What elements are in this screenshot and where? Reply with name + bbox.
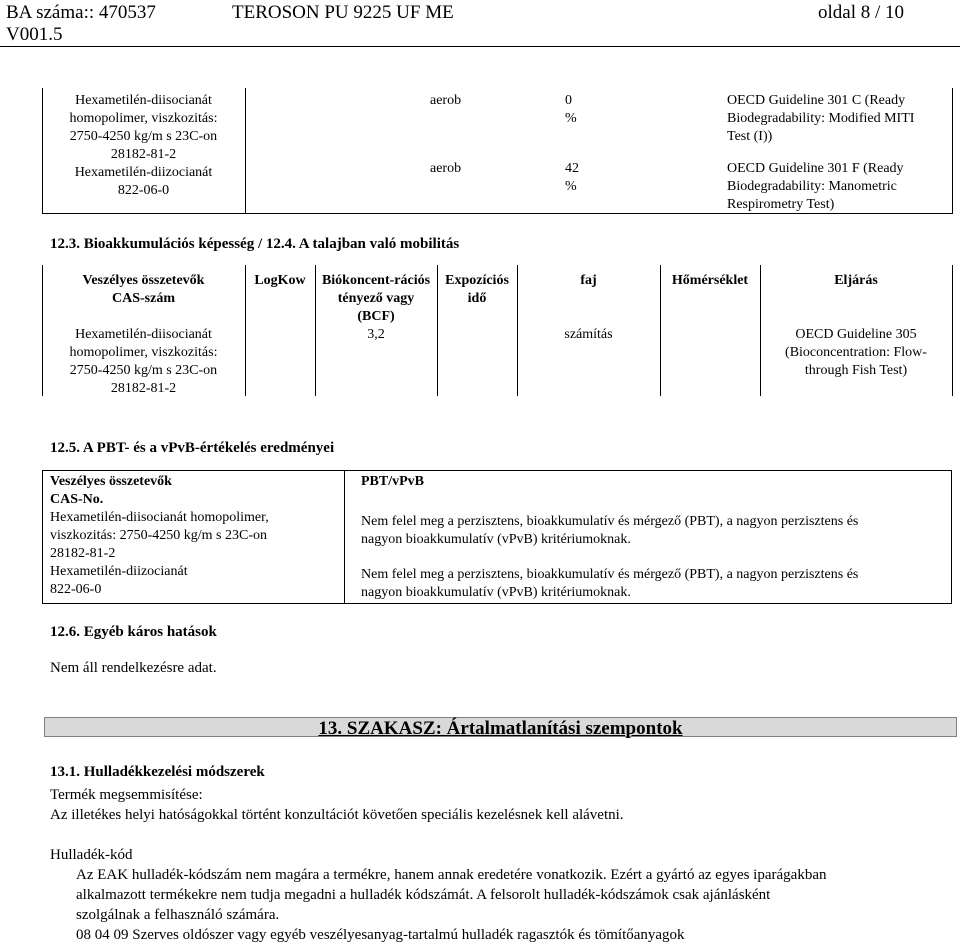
waste-code-text: Az EAK hulladék-kódszám nem magára a termékre, hanem annak eredetére vonatkozik. Ezért a gyártó az egyes iparágakban alkalmazott termékekre nem tudja megadni a hulladék kódszámát. A felsorolt hulladék-kódszámok csak ajánlásként szolgálnak a felhasználó számára. 08 04 09 Szerves oldószer vagy egyéb veszélyesanyag-tartalmú hulladék ragasztók és tömítőanyagok	[76, 867, 827, 943]
section-13-1-heading: 13.1. Hulladékkezelési módszerek	[50, 764, 265, 780]
substance-line: 28182-81-2	[110, 147, 177, 162]
col-header-method: Eljárás	[834, 273, 878, 288]
col-header-species: faj	[580, 273, 597, 288]
col-header-substance: Veszélyes összetevők CAS-szám	[82, 273, 205, 306]
bioacc-bcf-value: 3,2	[367, 327, 385, 342]
pbt-col1-header: Veszélyes összetevők CAS-No. Hexametilén-diisocianát homopolimer, viszkozitás: 2750-4250 kg/m s 23C-on 28182-81-2 Hexametilén-diizocianát 822-06-0	[50, 474, 269, 597]
section-12-6-text: Nem áll rendelkezésre adat.	[50, 660, 217, 676]
bioacc-substance: Hexametilén-diisocianát homopolimer, viszkozitás: 2750-4250 kg/m s 23C-on 28182-81-2	[69, 327, 218, 396]
biodeg-row-method: OECD Guideline 301 C (Ready Biodegradability: Modified MITI Test (I))	[727, 93, 915, 144]
section-13-title: 13. SZAKASZ: Ártalmatlanítási szempontok	[318, 718, 683, 739]
disposal-text: Az illetékes helyi hatóságokkal történt konzultációt követően speciális kezelésnek kell alávetni.	[50, 807, 624, 823]
col-header-temperature: Hőmérséklet	[671, 273, 749, 288]
substance-line: 822-06-0	[117, 183, 170, 198]
bioacc-species-value: számítás	[564, 327, 613, 342]
disposal-label: Termék megsemmisítése:	[50, 787, 203, 803]
substance-line: Hexametilén-diizocianát	[74, 165, 213, 180]
pbt-result: Nem felel meg a perzisztens, bioakkumulatív és mérgező (PBT), a nagyon perzisztens és nagyon bioakkumulatív (vPvB) kritériumoknak.	[361, 514, 859, 547]
col-header-exposure: Expozíciós idő	[445, 273, 509, 306]
bioacc-method: OECD Guideline 305 (Bioconcentration: Flow- through Fish Test)	[785, 327, 927, 378]
biodeg-row-type: aerob	[430, 161, 462, 176]
header-invoice-number: BA száma:: 470537	[6, 2, 156, 23]
substance-line: Hexametilén-diisocianát	[75, 93, 212, 108]
col-header-logkow: LogKow	[254, 273, 306, 288]
section-12-5-heading: 12.5. A PBT- és a vPvB-értékelés eredményei	[50, 440, 335, 456]
biodeg-row-type: aerob	[430, 93, 462, 108]
waste-code-label: Hulladék-kód	[50, 847, 133, 863]
pbt-result: Nem felel meg a perzisztens, bioakkumulatív és mérgező (PBT), a nagyon perzisztens és nagyon bioakkumulatív (vPvB) kritériumoknak.	[361, 567, 859, 600]
substance-line: 2750-4250 kg/m s 23C-on	[69, 129, 218, 144]
col-header-bcf: Biókoncent-rációs tényező vagy (BCF)	[321, 273, 431, 324]
header-page-number: oldal 8 / 10	[818, 2, 905, 23]
section-12-6-heading: 12.6. Egyéb káros hatások	[50, 624, 217, 640]
substance-line: homopolimer, viszkozitás:	[69, 111, 218, 126]
biodeg-row-value: 0 %	[565, 93, 577, 126]
section-12-3-heading: 12.3. Bioakkumulációs képesség / 12.4. A talajban való mobilitás	[50, 236, 460, 252]
pbt-col2-header: PBT/vPvB	[361, 474, 425, 489]
header-product-name: TEROSON PU 9225 UF ME	[232, 2, 454, 23]
header-version: V001.5	[6, 24, 63, 45]
header-rule	[0, 46, 960, 47]
biodeg-substance	[42, 92, 245, 200]
biodeg-row-method: OECD Guideline 301 F (Ready Biodegradability: Manometric Respirometry Test)	[727, 161, 904, 212]
biodeg-row-value: 42 %	[565, 161, 579, 194]
